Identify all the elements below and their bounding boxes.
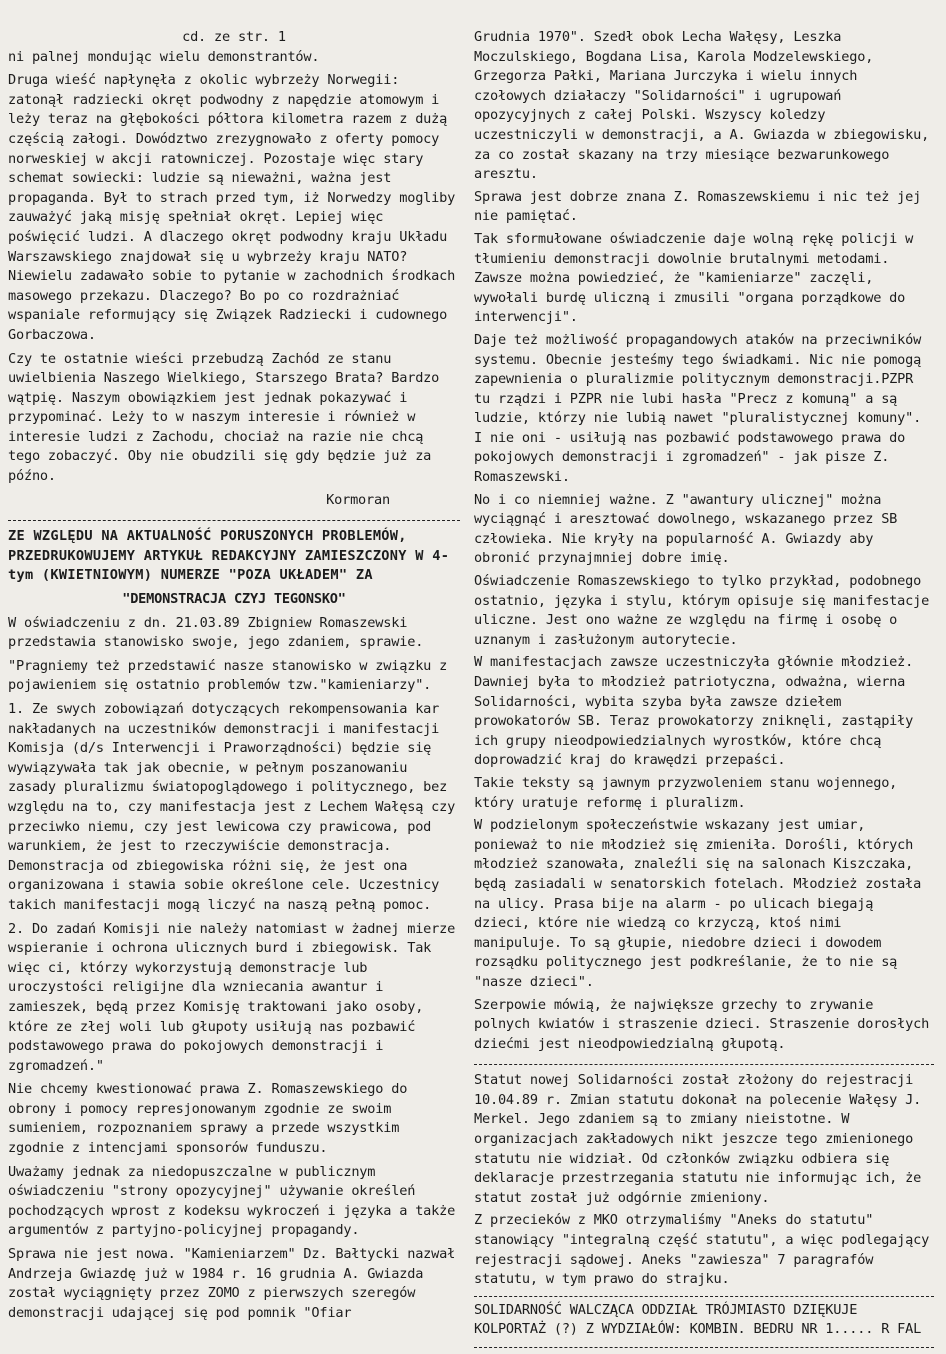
paragraph: Tak sformułowane oświadczenie daje wolną rękę policji w tłumieniu demonstracji dowolnie brutalnymi metodami. Zawsze można powiedzieć, że "kamieniarze" zaczęli, wywołali burdę uliczną i zmusili "organa porządkowe do interwencji". [474, 230, 922, 326]
footer-acknowledgement [474, 1296, 934, 1348]
paragraph: Uważamy jednak za niedopuszczalne w publicznym oświadczeniu "strony opozycyjnej" używanie określeń pochodzących wprost z kodeksu wykroczeń i języka a także argumentów z partyjno-policyjnej propagandy. [8, 1163, 464, 1239]
paragraph: Daje też możliwość propagandowych ataków na przeciwników systemu. Obecnie jesteśmy tego świadkami. Nic nie pomogą zapewnienia o pluralizmie politycznym demonstracji.PZPR tu rządzi i PZPR nie lubi hasła "Precz z komuną" a są ludzie, którzy nie lubią nawet "pluralistycznej komuny". I nie oni - usiłują nas pozbawić podstawowego prawa do pokojowych demonstracji i zgromadzeń" - jak pisze Z. Romaszewski. [474, 331, 930, 486]
author-signature: Kormoran [326, 491, 390, 508]
paragraph: ni palnej mondując wielu demonstrantów. [8, 48, 320, 65]
paragraph: Grudnia 1970". Szedł obok Lecha Wałęsy, Leszka Moczulskiego, Bogdana Lisa, Karola Modzelewskiego, Grzegorza Pałki, Mariana Jurczyka i wielu innych czołowych działaczy "Solidarności" i ugrupowań opozycyjnych z całej Polski. Wszyscy koledzy uczestniczyli w demonstracji, a A. Gwiazda w zbiegowisku, za co został skazany na trzy miesiące bezwarunkowego aresztu. [474, 29, 938, 183]
paragraph: Oświadczenie Romaszewskiego to tylko przykład, podobnego ostatnio, języka i stylu, którym opisuje się manifestacje uliczne. Jest ono ważne ze względu na firmę i osobę o uznanym i zasłużonym autorytecie. [474, 573, 938, 648]
paragraph: Takie teksty są jawnym przyzwoleniem stanu wojennego, który uratuje reformę i pluralizm. [474, 774, 906, 811]
paragraph: Sprawa jest dobrze znana Z. Romaszewskiemu i nic też jej nie pamiętać. [474, 188, 930, 225]
paragraph: W manifestacjach zawsze uczestniczyła głównie młodzież. Dawniej była to młodzież patriotyczna, odważna, wierna Solidarności, wybita szyba była zawsze dziełem prowokatorów SB. Teraz prowokatorzy zniknęli, zastąpiły ich grupy nieodpowiedzialnych wyrostków, które chcą doprowadzić kraj do krawędzi przepaści. [474, 654, 922, 769]
paragraph: Druga wieść napłynęła z okolic wybrzeży Norwegii: zatonął radziecki okręt podwodny z napędzie atomowym i leży teraz na głębokości półtora kilometra razem z dużą częścią załogi. Dowództwo zrezygnowało z oferty pomocy norweskiej w akcji ratowniczej. Pozostaje więc stary schemat sowiecki: ludzie są nieważni, ważna jest propaganda. Był to strach przed tym, iż Norwedzy mogliby zauważyć jaką misję spełniał okręt. Lepiej więc poświęcić ludzi. A dlaczego okręt podwodny kraju Układu Warszawskiego znajdował się u wybrzeży kraju NATO? Niewielu zadawało sobie to pytanie w zachodnich środkach masowego przekazu. Dlaczego? Bo po co rozdrażniać wspaniale reformujący się Związek Radziecki i cudownego Gorbaczowa. [8, 72, 464, 343]
paragraph: Czy te ostatnie wieści przebudzą Zachód ze stanu uwielbienia Naszego Wielkiego, Starszego Brata? Bardzo wątpię. Naszym obowiązkiem jest jednak pokazywać i przypominać. Leży to w naszym interesie i również w interesie ludzi z Zachodu, chociaż na razie nie chcą tego zobaczyć. Oby nie obudzili się gdy będzie już za późno. [8, 350, 448, 485]
paragraph: Z przecieków z MKO otrzymaliśmy "Aneks do statutu" stanowiący "integralną część statutu", a więc podlegający rejestracji sądowej. Aneks "zawiesza" 7 paragrafów statutu, w tym prawo do strajku. [474, 1212, 938, 1288]
paragraph: Nie chcemy kwestionować prawa Z. Romaszewskiego do obrony i pomocy represjonowanym zgodnie ze swoim sumieniem, rozpoznaniem sprawy a przede wszystkim zgodnie z intencjami sponsorów funduszu. [8, 1081, 416, 1157]
article-title: "DEMONSTRACJA CZYJ TEGONSKO" [122, 591, 346, 608]
paragraph: No i co niemniej ważne. Z "awantury ulicznej" można wyciągnąć i aresztować dowolnego, wskazanego przez SB człowieka. Nie kryły na popularność A. Gwiazdy aby obronić przynajmniej dobre imię. [474, 491, 906, 567]
paragraph: Statut nowej Solidarności został złożony do rejestracji 10.04.89 r. Zmian statutu dokonał na polecenie Wałęsy J. Merkel. Jego zdaniem są to zmiany nieistotne. W organizacjach zakładowych nikt jeszcze tego zmienionego statutu nie widział. Od członków związku odbiera się deklaracje przestrzegania statutu nie informując ich, że statut został już odgórnie zmieniony. [474, 1072, 930, 1206]
divider [8, 520, 460, 521]
footer-text: SOLIDARNOŚĆ WALCZĄCA ODDZIAŁ TRÓJMIASTO DZIĘKUJE KOLPORTAŻ (?) Z WYDZIAŁÓW: KOMBIN. BEDRU NR 1..... R FAL [474, 1301, 922, 1338]
quote-paragraph: 1. Ze swych zobowiązań dotyczących rekompensowania kar nakładanych na uczestników demonstracji i manifestacji Komisja (d/s Interwencji i Praworządności) będzie się wywiązywała tak jak obecnie, w pełnym poszanowaniu zasady pluralizmu światopoglądowego i politycznego, bez względu na to, czy manifestacja jest z Lechem Wałęsą czy przeciwko niemu, czy jest lewicowa czy prawicowa, pod warunkiem, że jest to rzeczywiście demonstracja. Demonstracja od zbiegowiska różni się, że jest ona organizowana i stawia sobie określone cele. Uczestnicy takich manifestacji mogą liczyć na naszą pełną pomoc. [8, 701, 464, 913]
right-column [474, 28, 938, 1348]
paragraph: W oświadczeniu z dn. 21.03.89 Zbigniew Romaszewski przedstawia stanowisko swoje, jego zdaniem, sprawie. [8, 614, 424, 651]
divider [474, 1064, 934, 1065]
quote-paragraph: 2. Do zadań Komisji nie należy natomiast w żadnej mierze wspieranie i ochrona ulicznych burd i zbiegowisk. Tak więc ci, którzy wykorzystują demonstracje lub uroczystości religijne dla wzniecania awantur i zamieszek, będą przez Komisję traktowani jako osoby, które ze złej woli lub głupoty usiłują nas pozbawić podstawowego prawa do pokojowych demonstracji i zgromadzeń." [8, 920, 464, 1074]
paragraph: W podzielonym społeczeństwie wskazany jest umiar, ponieważ to nie młodzież się zmieniła. Dorośli, których młodzież szanowała, znaleźli się na salonach Kiszczaka, będą zasiadali w senatorskich fotelach. Młodzież została na ulicy. Prasa bije na alarm - po ulicach biegają dzieci, które nie wiedzą co krzyczą, ktoś nimi manipuluje. To są głupie, niedobre dzieci i dowodem rozsądku politycznego jest podkreślanie, że to nie są "nasze dzieci". [474, 817, 930, 990]
continuation-note: cd. ze str. 1 [182, 29, 286, 45]
paragraph: Szerpowie mówią, że największe grzechy to zrywanie polnych kwiatów i straszenie dzieci. Straszenie dorosłych dziećmi jest nieodpowiedzialną głupotą. [474, 996, 938, 1052]
left-column [8, 28, 464, 1327]
quote-paragraph: "Pragniemy też przedstawić nasze stanowisko w związku z pojawieniem się ostatnio problemów tzw."kamieniarzy". [8, 657, 456, 694]
reprint-note: ZE WZGLĘDU NA AKTUALNOŚĆ PORUSZONYCH PROBLEMÓW, PRZEDRUKOWUJEMY ARTYKUŁ REDAKCYJNY ZAMIESZCZONY W 4-tym (KWIETNIOWYM) NUMERZE "POZA UKŁADEM" ZA [8, 528, 450, 584]
paragraph: Sprawa nie jest nowa. "Kamieniarzem" Dz. Bałtycki nazwał Andrzeja Gwiazdę już w 1984 r. 16 grudnia A. Gwiazda został wyciągnięty przez ZOMO z pierwszych szeregów demonstracji udającej się pod pomnik "Ofiar [8, 1246, 464, 1321]
